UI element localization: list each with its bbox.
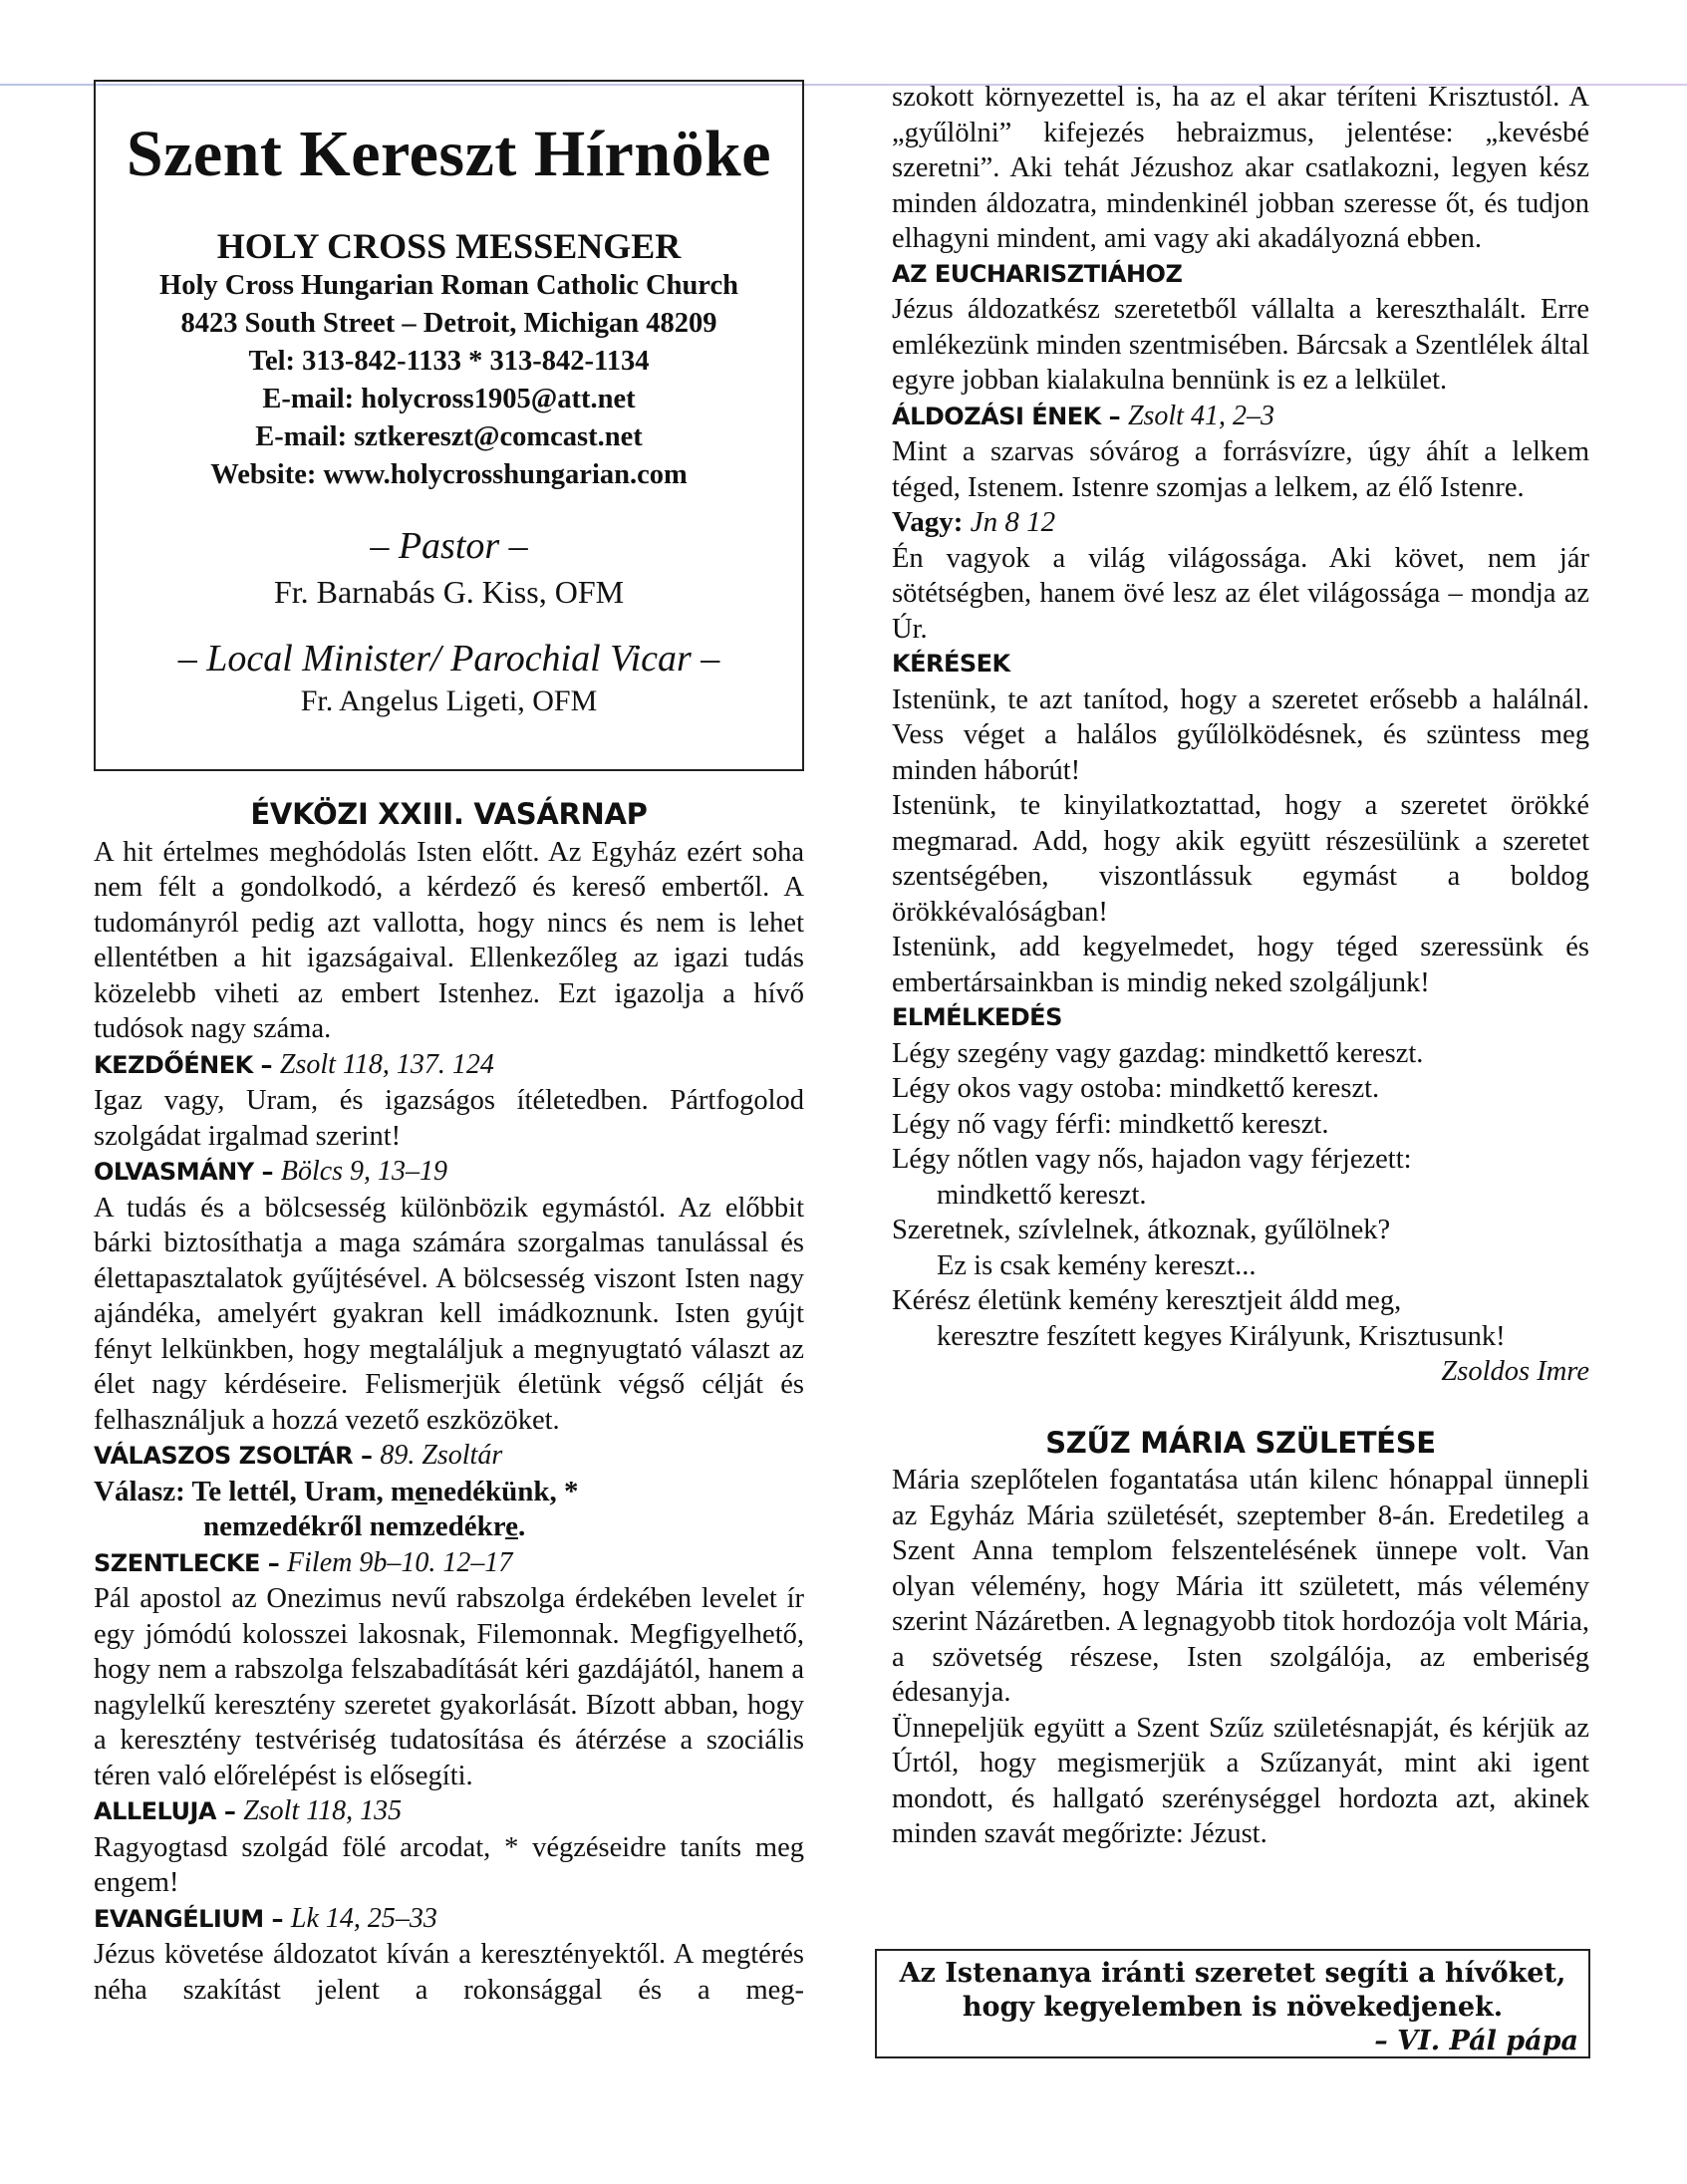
evangelium-label: EVANGÉLIUM – [94, 1904, 284, 1933]
kezdoenek-label: KEZDŐÉNEK – [94, 1050, 273, 1079]
maria-paragraph-1: Mária szeplőtelen fogantatása után kilenc hónappal ünnepli az Egyház Mária születését, szeptember 8-án. Eredetileg a Szent Anna templom felszentelésének ünnepe volt. Van olyan vélemény, hogy Mária itt született, más vélemény szerint Názáretben. A legnagyobb titok hordozója volt Mária, a szövetség részese, Isten szolgálója, az emberiség édesanyja. [892, 1465, 1589, 1708]
poem-line: Kérész életünk kemény keresztjeit áldd meg, [892, 1285, 1402, 1316]
keresek-heading: KÉRÉSEK [892, 650, 1010, 678]
eucharisztia-heading: AZ EUCHARISZTIÁHOZ [892, 259, 1183, 288]
poem-line: Légy okos vagy ostoba: mindkettő kereszt. [892, 1073, 1380, 1104]
szentlecke-label: SZENTLECKE – [94, 1548, 280, 1577]
resp-line2-a: nemzedékről nemzedékr [203, 1510, 506, 1542]
evangelium-ref: Lk 14, 25–33 [290, 1902, 437, 1934]
church-email-1: E-mail: holycross1905@att.net [262, 384, 636, 414]
olvasmany-heading [94, 1154, 804, 1191]
zsoltar-ref: 89. Zsoltár [380, 1440, 503, 1471]
poem-line: Szeretnek, szívlelnek, átkoznak, gyűlölnek? [892, 1215, 1391, 1245]
poem-line: Légy nőtlen vagy nős, hajadon vagy férjezett: [892, 1144, 1412, 1175]
alleluja-ref: Zsolt 118, 135 [243, 1795, 403, 1826]
olvasmany-ref: Bölcs 9, 13–19 [280, 1156, 448, 1187]
newsletter-title: Szent Kereszt Hírnöke [126, 118, 772, 190]
aldozasi-heading [892, 399, 1589, 435]
aldozasi-alt-label: Vagy: [892, 506, 964, 538]
resp-mid: nedékünk, * [427, 1475, 579, 1507]
olvasmany-label: OLVASMÁNY – [94, 1158, 273, 1186]
right-column-content [892, 80, 1589, 1852]
alleluja-heading [94, 1793, 804, 1830]
olvasmany-text: A tudás és a bölcsesség különbözik egymástól. Az előbbit bárki biztosíthatja a maga számára szorgalmas tanulással és élettapasztalatok gyűjtésével. A bölcsesség viszont Isten nagy ajándéka, amelyért gyakran kell imádkoznunk. Isten gyújt fényt lelkünkben, hogy megtaláljuk a megnyugtató választ az élet nagy kérdéseire. Felismerjük életünk végső célját és felhasználjuk a hozzá vezető eszközöket. [94, 1192, 804, 1436]
newsletter-subtitle: HOLY CROSS MESSENGER [216, 226, 682, 266]
quote-line-2: hogy kegyelemben is növekedjenek. [962, 1992, 1504, 2023]
church-email-2: E-mail: sztkereszt@comcast.net [255, 421, 643, 452]
masthead-box [94, 80, 804, 771]
evangelium-text-part-1: Jézus követése áldozatot kíván a keresztényektől. A megtérés néha szakítást jelent a rokonsággal és a meg- [94, 1939, 804, 2006]
poem-line: keresztre feszített kegyes Királyunk, Krisztusunk! [937, 1320, 1506, 1352]
aldozasi-text: Mint a szarvas sóvárog a forrásvízre, úgy áhít a lelkem téged, Istenem. Istenre szomjas a lelkem, az élő Istenre. [892, 436, 1589, 503]
quote-author: – VI. Pál pápa [1374, 2026, 1578, 2056]
pastor-name: Fr. Barnabás G. Kiss, OFM [273, 574, 625, 610]
church-phone: Tel: 313-842-1133 * 313-842-1134 [248, 346, 650, 377]
maria-title: SZŰZ MÁRIA SZÜLETÉSE [1045, 1425, 1436, 1460]
church-name: Holy Cross Hungarian Roman Catholic Church [159, 270, 738, 301]
evangelium-text-part-2: szokott környezettel is, ha az el akar téríteni Krisztustól. A „gyűlölni” kifejezés hebraizmus, jelentése: „kevésbé szeretni”. Aki tehát Jézushoz akar csatlakozni, legyen kész minden áldozatra, mindenkinél jobban szeresse őt, és tudjon elhagyni mindent, ami vagy aki akadályozná ebben. [892, 82, 1589, 254]
aldozasi-alt-heading [892, 505, 1589, 541]
keresek-item: Istenünk, te kinyilatkoztattad, hogy a szeretet örökké megmarad. Add, hogy akik együtt részesülünk a szeretet szentségében, viszontlássuk egymást a boldog örökkévalóságban! [892, 790, 1589, 928]
elmelkedes-heading: ELMÉLKEDÉS [892, 1003, 1062, 1031]
aldozasi-ref: Zsolt 41, 2–3 [1127, 400, 1274, 431]
eucharisztia-text: Jézus áldozatkész szeretetből vállalta a kereszthalált. Erre emlékezünk minden szentmisében. Bárcsak a Szentlélek által egyre jobban kialakulna bennünk is ez a lelkület. [892, 294, 1589, 396]
resp-underlined-2: e [505, 1510, 518, 1542]
vicar-name: Fr. Angelus Ligeti, OFM [300, 684, 598, 717]
sunday-section [94, 797, 804, 2008]
zsoltar-response-line-2 [94, 1509, 804, 1545]
zsoltar-heading [94, 1438, 804, 1475]
aldozasi-alt-ref: Jn 8 12 [970, 506, 1056, 538]
pastor-role: – Pastor – [370, 525, 528, 567]
zsoltar-response-line-1 [94, 1475, 804, 1510]
quote-box [875, 1949, 1590, 2058]
keresek-item: Istenünk, add kegyelmedet, hogy téged szeressünk és embertársainkban is mindig neked szolgáljunk! [892, 932, 1589, 998]
sunday-title: ÉVKÖZI XXIII. VASÁRNAP [250, 797, 648, 831]
church-website: Website: www.holycrosshungarian.com [210, 459, 688, 490]
zsoltar-label: VÁLASZOS ZSOLTÁR – [94, 1442, 373, 1470]
szentlecke-text: Pál apostol az Onezimus nevű rabszolga érdekében levelet ír egy jómódú kolosszei lakosnak, Filemonnak. Megfigyelhető, hogy nem a rabszolga felszabadítását kéri gazdájától, hanem a nagylelkű keresztény szeretet gyakorlását. Bízott abban, hogy a keresztény testvériség tudatosítása és átérzése a szociális téren való előrelépést is elősegíti. [94, 1583, 804, 1791]
vicar-role: – Local Minister/ Parochial Vicar – [177, 638, 720, 680]
poem-line: Légy szegény vagy gazdag: mindkettő kereszt. [892, 1037, 1424, 1069]
poem-line: Ez is csak kemény kereszt... [937, 1249, 1257, 1281]
poem-line: mindkettő kereszt. [937, 1179, 1147, 1211]
aldozasi-alt-text: Én vagyok a világ világossága. Aki követ, nem jár sötétségben, hanem övé lesz az élet világossága – mondja az Úr. [892, 542, 1589, 645]
kezdoenek-heading [94, 1047, 804, 1084]
sunday-intro: A hit értelmes meghódolás Isten előtt. Az Egyház ezért soha nem félt a gondolkodó, a kérdező és kereső embertől. A tudományról pedig azt vallotta, hogy nincs és nem is lehet ellentétben a hit igazságaival. Ellenkezőleg az igazi tudás közelebb viheti az embert Istenhez. Ezt igazolja a hívő tudósok nagy száma. [94, 836, 804, 1044]
aldozasi-label: ÁLDOZÁSI ÉNEK – [892, 402, 1121, 430]
resp-prefix: Válasz: Te lettél, Uram, m [94, 1475, 416, 1507]
poem-author: Zsoldos Imre [1441, 1356, 1589, 1387]
szentlecke-heading [94, 1545, 804, 1582]
keresek-item: Istenünk, te azt tanítod, hogy a szeretet erősebb a halálnál. Vess véget a halálos gyűlölködésnek, és szüntess meg minden háborút! [892, 683, 1589, 786]
poem-line: Légy nő vagy férfi: mindkettő kereszt. [892, 1108, 1329, 1140]
szentlecke-ref: Filem 9b–10. 12–17 [287, 1546, 513, 1578]
quote-line-1: Az Istenanya iránti szeretet segíti a hívőket, [899, 1958, 1566, 1989]
resp-line2-b: . [517, 1510, 526, 1542]
alleluja-label: ALLELUJA – [94, 1797, 236, 1825]
church-address: 8423 South Street – Detroit, Michigan 48209 [180, 308, 717, 339]
kezdoenek-text: Igaz vagy, Uram, és igazságos ítéletedben. Pártfogolod szolgádat irgalmad szerint! [94, 1085, 804, 1152]
resp-underlined-1: e [415, 1475, 428, 1507]
kezdoenek-ref: Zsolt 118, 137. 124 [279, 1048, 494, 1080]
evangelium-heading [94, 1901, 804, 1938]
maria-paragraph-2: Ünnepeljük együtt a Szent Szűz születésnapját, és kérjük az Úrtól, hogy megismerjük a Szűzanyát, mint aki igent mondott, és hallgató szerénységgel hordozta azt, akinek minden szavát megőrizte: Jézust. [892, 1712, 1589, 1849]
alleluja-text: Ragyogtasd szolgád fölé arcodat, * végzéseidre taníts meg engem! [94, 1831, 804, 1898]
